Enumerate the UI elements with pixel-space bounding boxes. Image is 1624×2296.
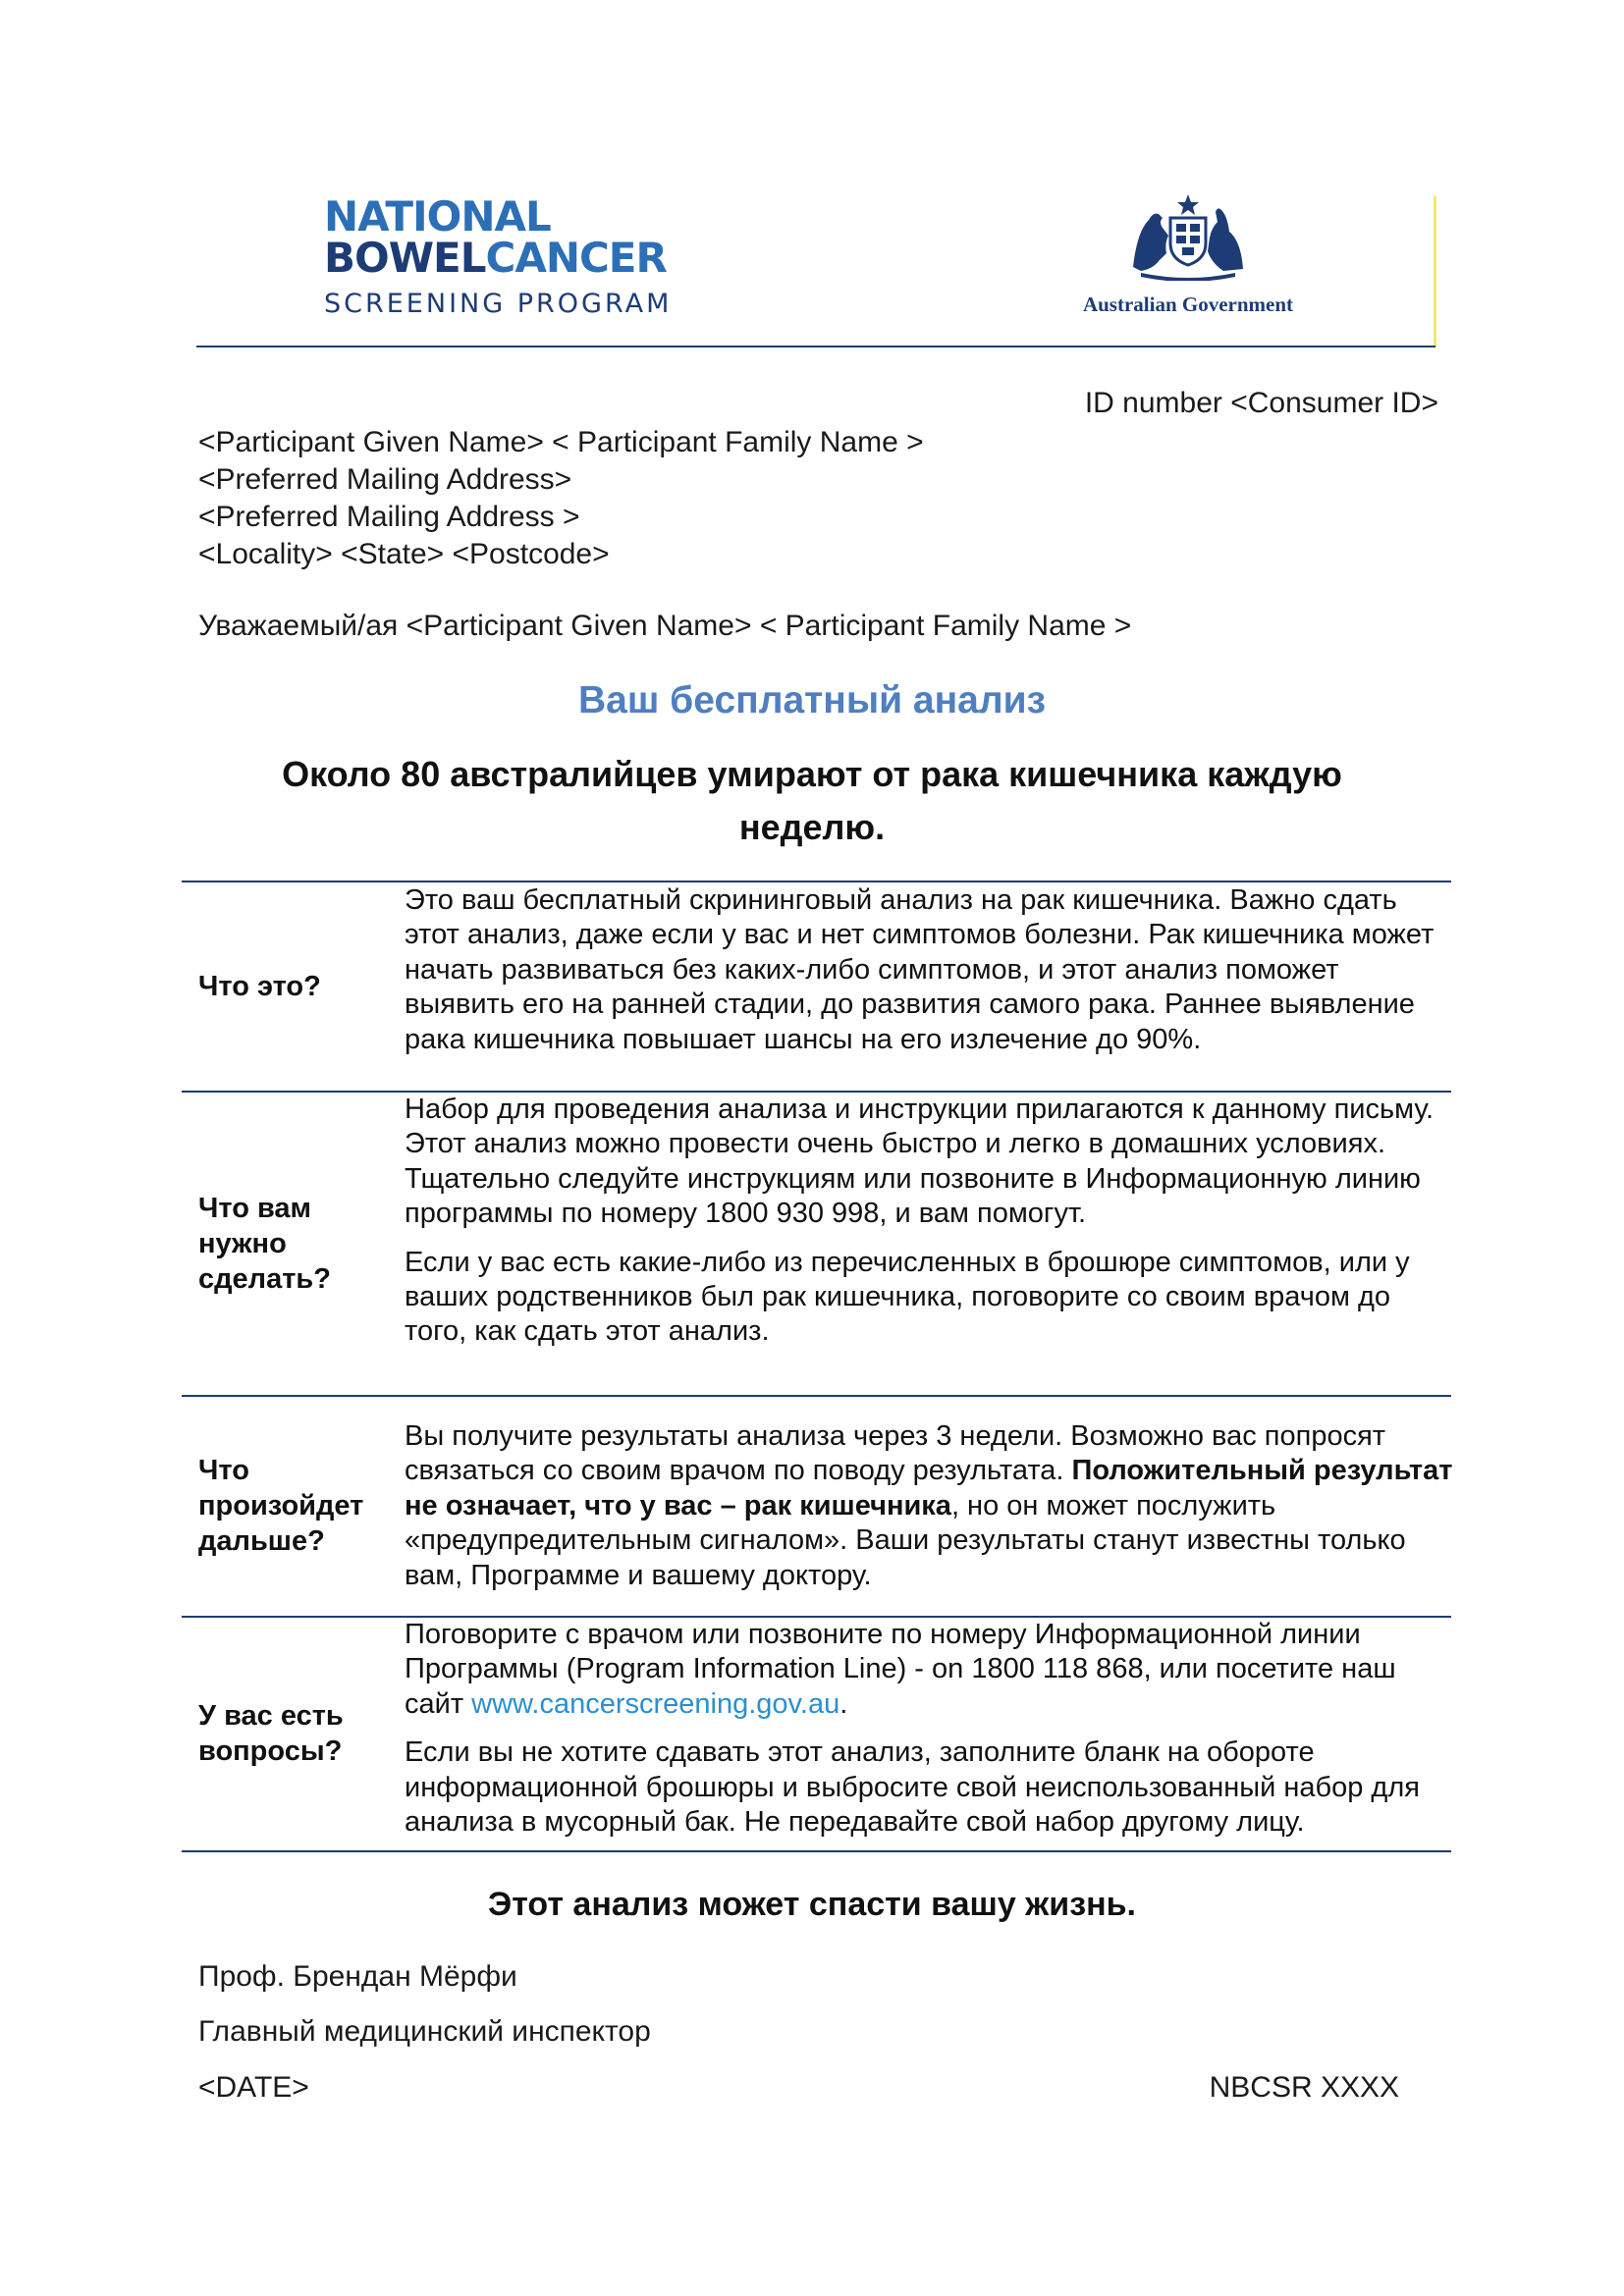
- table-divider: [182, 1395, 1451, 1397]
- paragraph-text: .: [839, 1687, 848, 1720]
- government-logo-label: Australian Government: [1082, 293, 1294, 316]
- salutation: Уважаемый/ая <Participant Given Name> < Participant Family Name >: [198, 610, 1132, 642]
- logo-line-national: NATIONAL: [324, 192, 551, 240]
- reference-code: NBCSR XXXX: [1209, 2071, 1399, 2104]
- address-line: <Preferred Mailing Address >: [198, 501, 580, 533]
- section-label-what-next: Что произойдет дальше?: [198, 1455, 364, 1557]
- paragraph-text: Вы получите результаты анализа через 3 недели. Возможно вас попросят связаться со своим врачом по поводу результата.: [405, 1420, 1386, 1487]
- logo-word-cancer: CANCER: [485, 234, 667, 282]
- section-paragraph: Если у вас есть какие-либо из перечисленных в брошюре симптомов, или у ваших родственников был рак кишечника, поговорите со своим врачом до того, как сдать этот анализ.: [405, 1246, 1410, 1348]
- section-body-questions: [405, 1618, 1455, 1840]
- section-label-what-to-do: Что вам нужно сделать?: [198, 1193, 331, 1295]
- logo-line-bowel-cancer: [324, 234, 717, 282]
- section-paragraph: [405, 1419, 1455, 1593]
- program-logo: [324, 192, 717, 324]
- address-line: <Participant Given Name> < Participant Family Name >: [198, 426, 924, 458]
- section-body-what-next: [405, 1419, 1455, 1593]
- closing-statement: Этот анализ может спасти вашу жизнь.: [488, 1886, 1136, 1923]
- positive-result-note: Положительный результат не означает, что у вас – рак кишечника: [405, 1455, 1453, 1522]
- table-divider: [182, 881, 1451, 882]
- paragraph-text: , но он может послужить «предупредительным сигналом». Ваши результаты станут известны только вам, Программе и вашему доктору.: [405, 1489, 1406, 1591]
- coat-of-arms-icon: [1119, 192, 1257, 281]
- mailing-address: [198, 424, 1278, 573]
- section-body-what-is-it: [405, 883, 1455, 1057]
- website-link[interactable]: www.cancerscreening.gov.au: [471, 1687, 840, 1720]
- paragraph-text: Поговорите с врачом или позвоните по номеру Информационной линии Программы (Program Information Line) - on 1800 118 868, или посетите наш сайт: [405, 1619, 1396, 1720]
- logo-word-bowel: BOWEL: [324, 234, 486, 282]
- header-accent-line: [1434, 196, 1436, 347]
- signatory-name: Проф. Брендан Мёрфи: [198, 1960, 517, 1993]
- letter-title: Ваш бесплатный анализ: [577, 679, 1047, 721]
- logo-line-screening-program: SCREENING PROGRAM: [324, 289, 673, 319]
- section-label-what-is-it: Что это?: [198, 971, 321, 1002]
- section-label-questions: У вас есть вопросы?: [198, 1700, 344, 1767]
- letter-subtitle: Около 80 австралийцев умирают от рака кишечника каждую неделю.: [282, 754, 1342, 847]
- section-paragraph: Это ваш бесплатный скрининговый анализ на рак кишечника. Важно сдать этот анализ, даже если у вас и нет симптомов болезни. Рак кишечника может начать развиваться без каких-либо симптомов, и этот анализ поможет выявить его на ранней стадии, до развития самого рака. Раннее выявление рака кишечника повышает шансы на его излечение до 90%.: [405, 884, 1435, 1055]
- header-divider: [196, 346, 1435, 347]
- section-paragraph: [405, 1618, 1455, 1722]
- section-body-what-to-do: [405, 1093, 1455, 1350]
- address-line: <Preferred Mailing Address>: [198, 463, 572, 496]
- section-paragraph: Набор для проведения анализа и инструкции прилагаются к данному письму. Этот анализ можно провести очень быстро и легко в домашних условиях. Тщательно следуйте инструкциям или позвоните в Информационную линию программы по номеру 1800 930 998, и вам помогут.: [405, 1094, 1435, 1230]
- section-paragraph: Если вы не хотите сдавать этот анализ, заполните бланк на обороте информационной брошюры и выбросите свой неиспользованный набор для анализа в мусорный бак. Не передавайте свой набор другому лицу.: [405, 1736, 1420, 1839]
- consumer-id: ID number <Consumer ID>: [1084, 387, 1438, 419]
- table-divider: [182, 1850, 1451, 1852]
- address-line: <Locality> <State> <Postcode>: [198, 538, 610, 570]
- letter-date: <DATE>: [198, 2071, 309, 2104]
- signatory-title: Главный медицинский инспектор: [198, 2015, 651, 2048]
